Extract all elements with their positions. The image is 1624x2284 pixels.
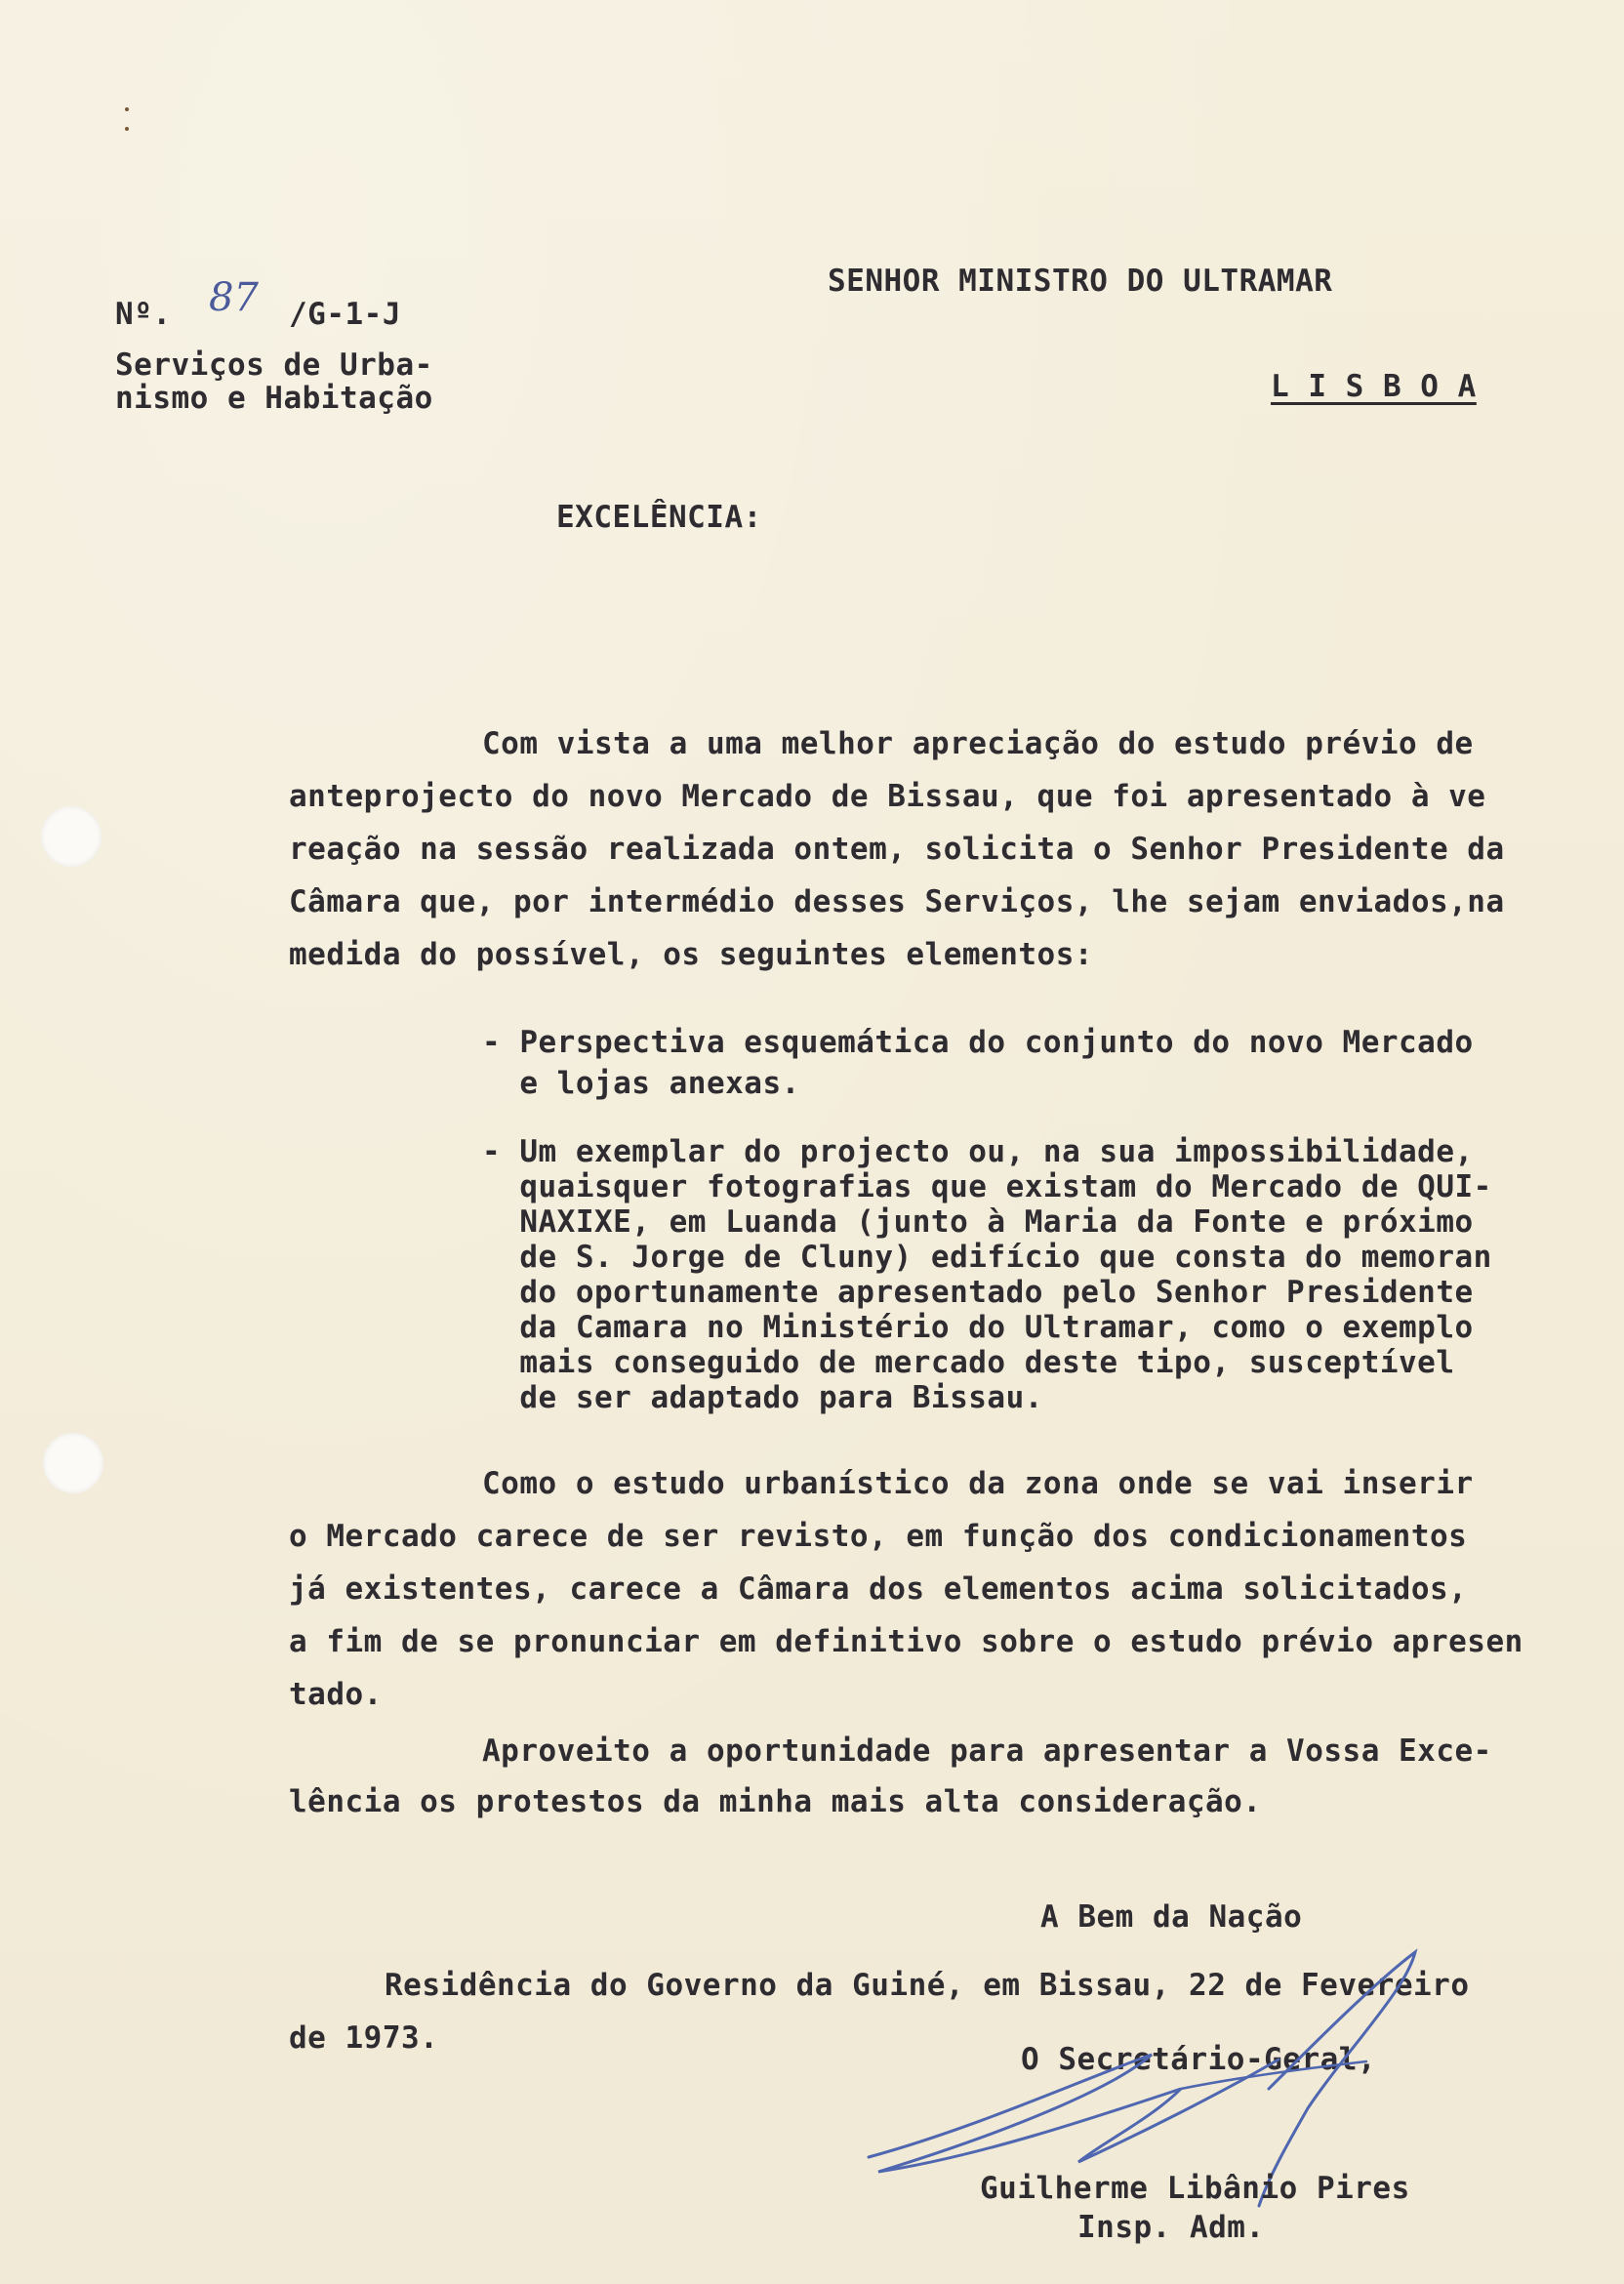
bullet-2-line: do oportunamente apresentado pelo Senhor Presidente [482, 1275, 1474, 1310]
reference-number-handwritten: 87 [209, 275, 259, 320]
service-line-2: nismo e Habitação [115, 381, 433, 416]
service-line-1: Serviços de Urba- [115, 347, 433, 383]
margin-mark [125, 107, 129, 111]
paragraph-2-line: o Mercado carece de ser revisto, em função dos condicionamentos [289, 1519, 1468, 1554]
paragraph-2-line: a fim de se pronunciar em definitivo sobre o estudo prévio apresen [289, 1624, 1523, 1659]
paragraph-1-line: Com vista a uma melhor apreciação do estudo prévio de [482, 726, 1474, 761]
paragraph-1-line: Câmara que, por intermédio desses Serviços, lhe sejam enviados,na [289, 884, 1505, 919]
salutation: EXCELÊNCIA: [556, 500, 762, 535]
paragraph-3-line: Aproveito a oportunidade para apresentar a Vossa Exce- [482, 1733, 1492, 1769]
paragraph-3-line: lência os protestos da minha mais alta consideração. [289, 1784, 1262, 1819]
punch-hole [43, 1433, 103, 1493]
bullet-1-line: - Perspectiva esquemática do conjunto do novo Mercado [482, 1025, 1474, 1060]
paragraph-1-line: medida do possível, os seguintes elementos: [289, 937, 1094, 972]
reference-number-label: Nº. [115, 297, 172, 332]
place-date-line-2: de 1973. [289, 2020, 439, 2056]
margin-mark [125, 127, 129, 131]
paragraph-2-line: já existentes, carece a Câmara dos elementos acima solicitados, [289, 1571, 1468, 1607]
paragraph-2-line: Como o estudo urbanístico da zona onde se vai inserir [482, 1466, 1474, 1501]
bullet-1-line: e lojas anexas. [482, 1066, 800, 1101]
paragraph-1-line: reação na sessão realizada ontem, solicita o Senhor Presidente da [289, 832, 1505, 867]
addressee-city: L I S B O A [1271, 369, 1477, 404]
bullet-2-line: da Camara no Ministério do Ultramar, como o exemplo [482, 1310, 1474, 1345]
signer-title: O Secretário-Geral, [1021, 2042, 1377, 2077]
reference-number-suffix: /G-1-J [289, 297, 401, 332]
addressee: SENHOR MINISTRO DO ULTRAMAR [828, 264, 1333, 299]
bullet-2-line: de S. Jorge de Cluny) edifício que consta do memoran [482, 1240, 1492, 1275]
bullet-2-line: mais conseguido de mercado deste tipo, susceptível [482, 1345, 1455, 1380]
punch-hole [41, 806, 102, 867]
bullet-2-line: - Um exemplar do projecto ou, na sua impossibilidade, [482, 1134, 1474, 1169]
bullet-2-line: quaisquer fotografias que existam do Mercado de QUI- [482, 1169, 1492, 1204]
signer-role: Insp. Adm. [1077, 2210, 1265, 2245]
bullet-2-line: NAXIXE, em Luanda (junto à Maria da Fonte e próximo [482, 1204, 1474, 1240]
paragraph-2-line: tado. [289, 1677, 383, 1712]
paragraph-1-line: anteprojecto do novo Mercado de Bissau, que foi apresentado à ve [289, 779, 1486, 814]
closing-motto: A Bem da Nação [1040, 1899, 1303, 1935]
bullet-2-line: de ser adaptado para Bissau. [482, 1380, 1043, 1415]
signer-name: Guilherme Libânio Pires [980, 2171, 1410, 2206]
place-date-line-1: Residência do Governo da Guiné, em Bissau, 22 de Fevereiro [385, 1968, 1470, 2003]
